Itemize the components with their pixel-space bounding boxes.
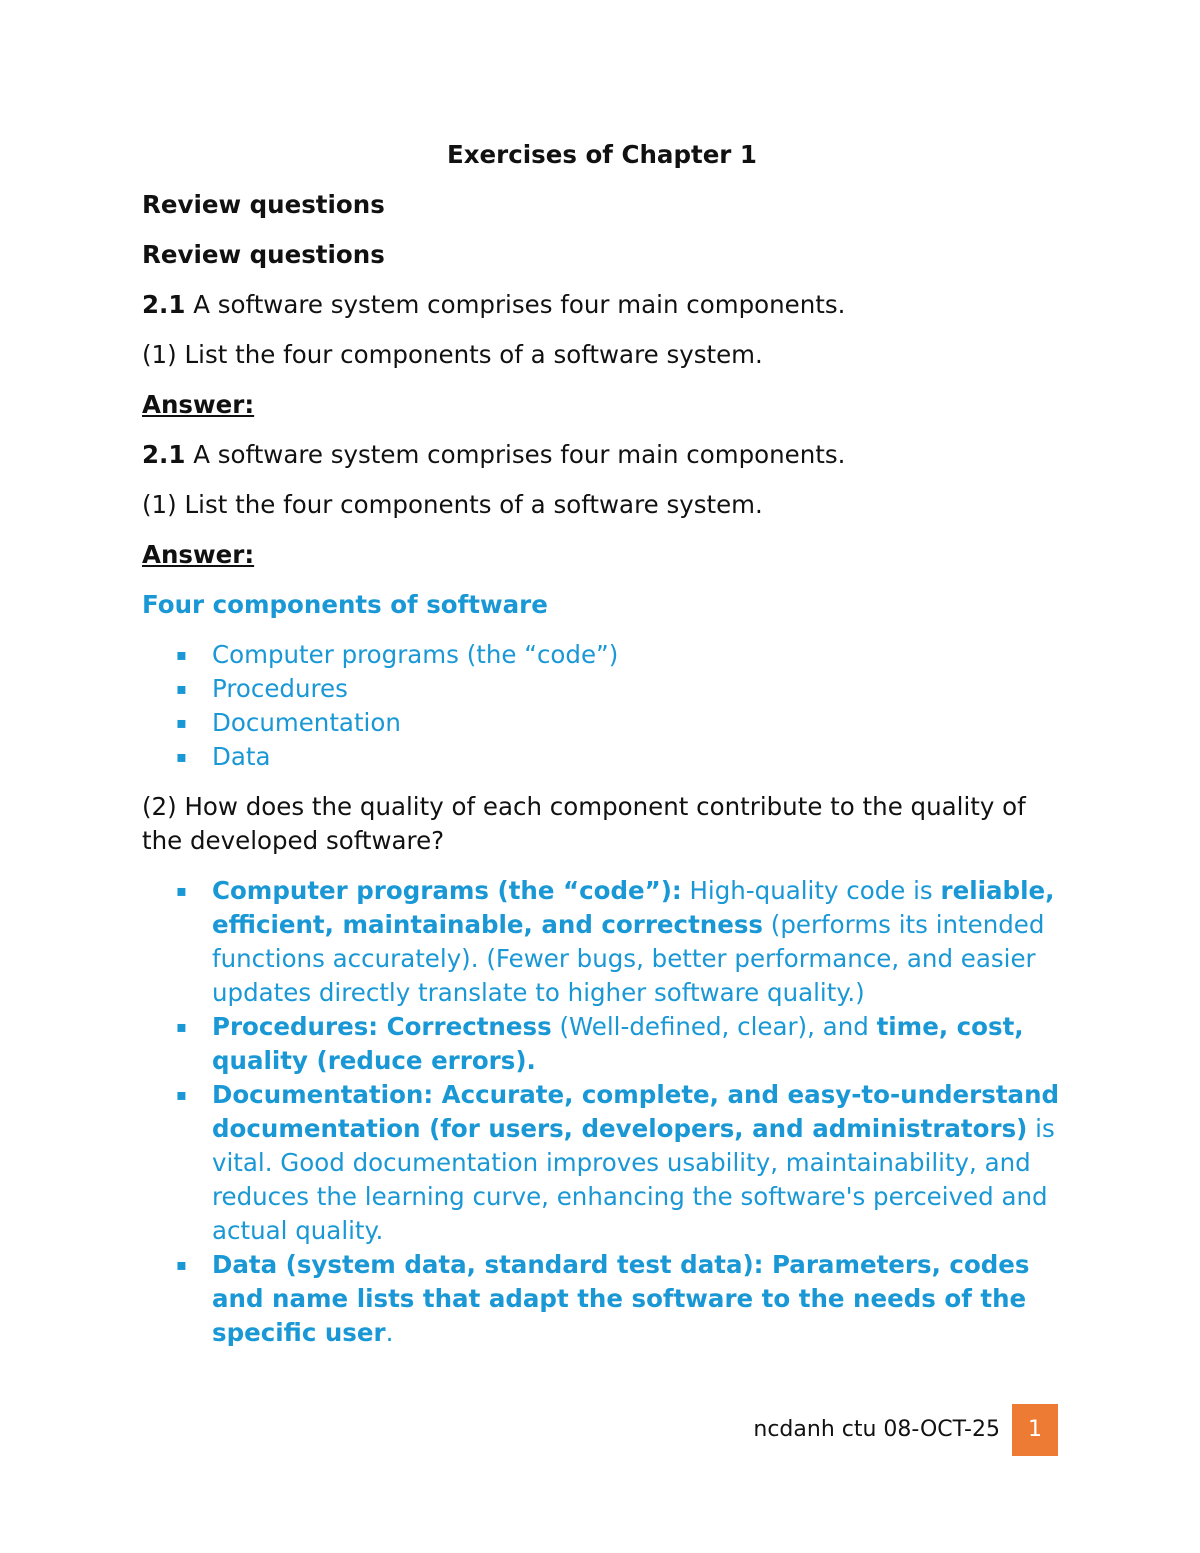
document-title: Exercises of Chapter 1 [447, 140, 757, 169]
document-body [142, 138, 1062, 1366]
quality-contribution-list [142, 874, 1062, 1350]
question-part-1-repeat: (1) List the four components of a software system. [142, 490, 763, 519]
list-item: ▪ Data [142, 740, 1062, 774]
question-2-1 [142, 288, 1062, 322]
question-number: 2.1 [142, 440, 186, 469]
list-item: ▪ Documentation [142, 706, 1062, 740]
question-part-1: (1) List the four components of a software system. [142, 340, 763, 369]
list-item: ▪ Computer programs (the “code”) [142, 638, 1062, 672]
list-item: ▪ Data (system data, standard test data): Parameters, codes and name lists that adapt the software to the needs of the specific user. [176, 1250, 1030, 1347]
question-part-2: (2) How does the quality of each component contribute to the quality of the developed software? [142, 792, 1026, 855]
page-footer [0, 1404, 1200, 1456]
list-item: ▪ Documentation: Accurate, complete, and easy-to-understand documentation (for users, developers, and administrators) is vital. Good documentation improves usability, maintainability, and reduces the learning curve, enhancing the software's perceived and actual quality. [176, 1080, 1060, 1245]
heading-review-questions-repeat: Review questions [142, 240, 385, 269]
question-text: A software system comprises four main components. [185, 290, 846, 319]
square-bullet-icon: ▪ [176, 747, 187, 766]
square-bullet-icon: ▪ [176, 1085, 187, 1104]
square-bullet-icon: ▪ [176, 881, 187, 900]
question-text: A software system comprises four main components. [185, 440, 846, 469]
answer-label: Answer: [142, 390, 255, 419]
list-item: ▪ Computer programs (the “code”): High-quality code is reliable, efficient, maintainable, and correctness (performs its intended functions accurately). (Fewer bugs, better performance, and easier updates directly translate to higher software quality.) [176, 876, 1055, 1007]
list-item: ▪ Procedures [142, 672, 1062, 706]
square-bullet-icon: ▪ [176, 679, 187, 698]
square-bullet-icon: ▪ [176, 1017, 187, 1036]
footer-text: ncdanh ctu 08-OCT-25 [753, 1417, 1000, 1442]
list-item: ▪ Procedures: Correctness (Well-defined, clear), and time, cost, quality (reduce errors). [176, 1012, 1024, 1075]
square-bullet-icon: ▪ [176, 1255, 187, 1274]
square-bullet-icon: ▪ [176, 645, 187, 664]
components-list [142, 638, 1062, 774]
page-number-badge: 1 [1012, 1404, 1058, 1456]
question-number: 2.1 [142, 290, 186, 319]
answer-label-repeat: Answer: [142, 540, 255, 569]
section-title: Four components of software [142, 590, 548, 619]
square-bullet-icon: ▪ [176, 713, 187, 732]
question-2-1-repeat [142, 438, 1062, 472]
heading-review-questions: Review questions [142, 190, 385, 219]
